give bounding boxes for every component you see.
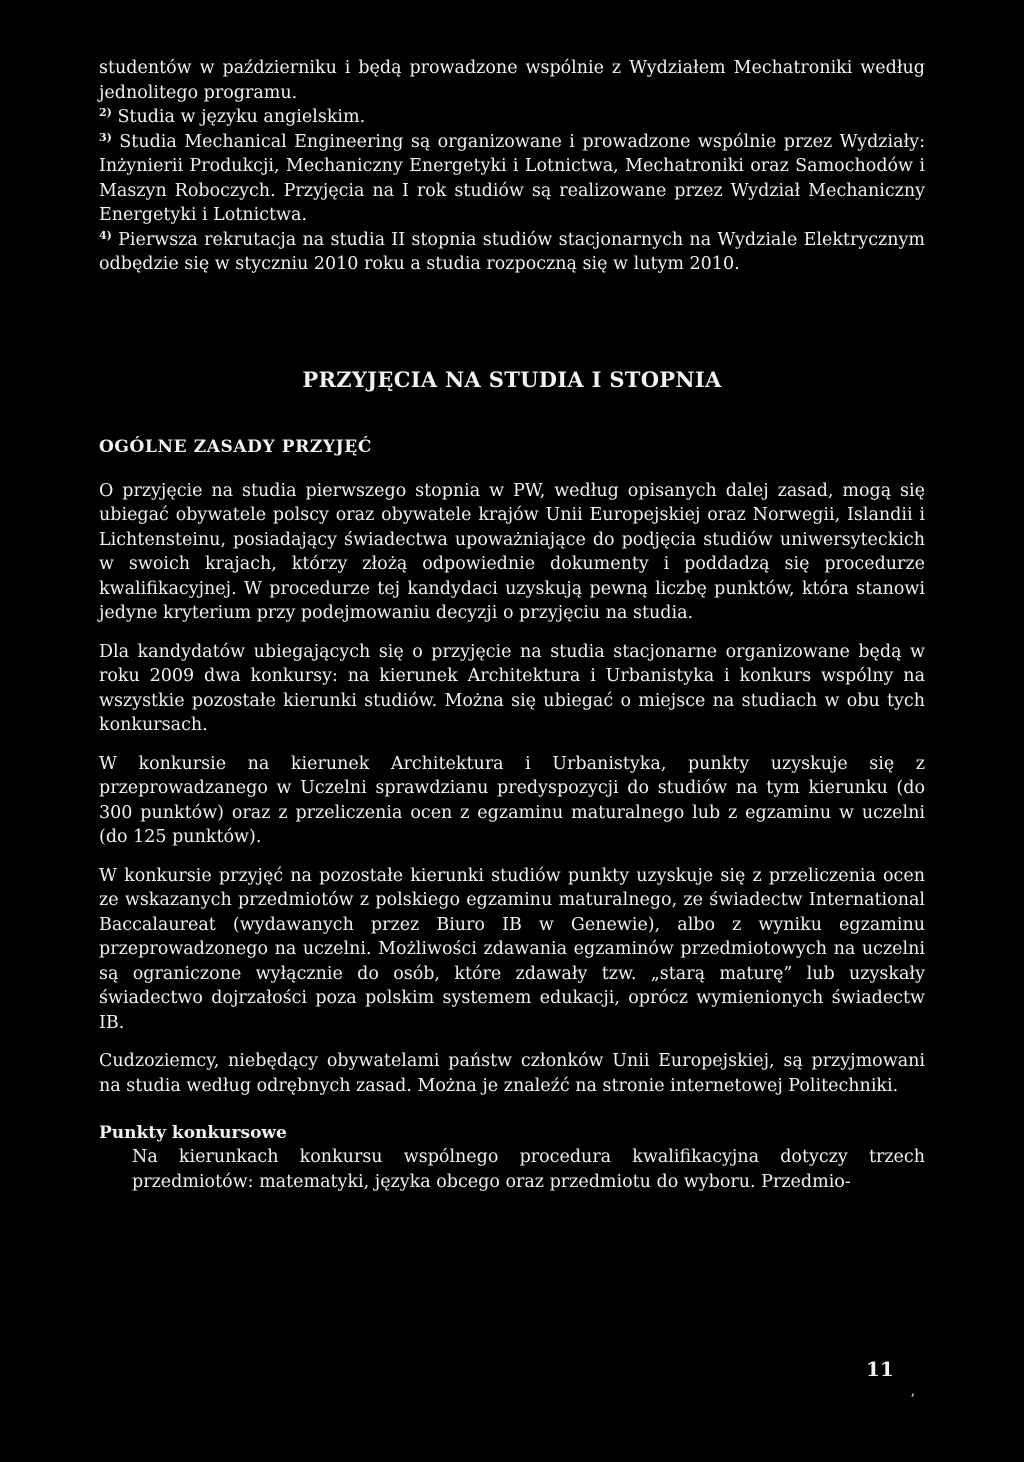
stray-mark: ʼ [910,1392,915,1408]
page-content [99,56,925,1194]
footnote-continuation: studentów w październiku i będą prowadzone wspólnie z Wydziałem Mechatroniki według jednolitego programu. [99,58,925,103]
paragraph-eligibility: O przyjęcie na studia pierwszego stopnia w PW, według opisanych dalej zasad, mogą się ubiegać obywatele polscy oraz obywatele krajów Unii Europejskiej oraz Norwegii, Islandii i Lichtensteinu, posiadający świadectwa upoważniające do podjęcia studiów uniwersyteckich w swoich krajach, którzy złożą odpowiednie dokumenty i poddadzą się procedurze kwalifikacyjnej. W procedurze tej kandydaci uzyskują pewną liczbę punktów, która stanowi jedyne kryterium przy podejmowaniu decyzji o przyjęciu na studia. [99,480,925,623]
footnote-3 [99,130,925,228]
paragraph-other-fields: W konkursie przyjęć na pozostałe kierunki studiów punkty uzyskuje się z przeliczenia ocen ze wskazanych przedmiotów z polskiego egzaminu maturalnego, ze świadectw International Baccalaureat (wydawanych przez Biuro IB w Genewie), albo z wyniku egzaminu przeprowadzonego na uczelni. Możliwości zdawania egzaminów przedmiotowych na uczelni są ograniczone wyłącznie do osób, które zdawały tzw. „starą maturę” lub uzyskały świadectwo dojrzałości poza polskim systemem edukacji, oprócz wymienionych świadectw IB. [99,865,925,1033]
footnote-4-mark: 4) [99,228,112,242]
footnote-2-text: Studia w języku angielskim. [117,107,366,127]
section-heading: OGÓLNE ZASADY PRZYJĘĆ [99,436,372,457]
footnote-2 [99,105,925,130]
page-number: 11 [866,1357,894,1381]
main-heading: PRZYJĘCIA NA STUDIA I STOPNIA [302,366,722,392]
subsection-heading: Punkty konkursowe [99,1123,287,1143]
footnote-3-text: Studia Mechanical Engineering są organizowane i prowadzone wspólnie przez Wydziały: Inżynierii Produkcji, Mechaniczny Energetyki i Lotnictwa, Mechatroniki oraz Samochodów i Maszyn Roboczych. Przyjęcia na I rok studiów są realizowane przez Wydział Mechaniczny Energetyki i Lotnictwa. [99,131,925,225]
paragraph-competitions: Dla kandydatów ubiegających się o przyjęcie na studia stacjonarne organizowane będą w roku 2009 dwa konkursy: na kierunek Architektura i Urbanistyka i konkurs wspólny na wszystkie pozostałe kierunki studiów. Można się ubiegać o miejsce na studiach w obu tych konkursach. [99,641,925,735]
paragraph-foreigners: Cudzoziemcy, niebędący obywatelami państw członków Unii Europejskiej, są przyjmowani na studia według odrębnych zasad. Można je znaleźć na stronie internetowej Politechniki. [99,1051,925,1096]
footnote-3-mark: 3) [99,130,112,144]
footnote-4-text: Pierwsza rekrutacja na studia II stopnia studiów stacjonarnych na Wydziale Elektrycznym odbędzie się w styczniu 2010 roku a studia rozpoczną się w lutym 2010. [99,229,925,274]
subsection-paragraph: Na kierunkach konkursu wspólnego procedura kwalifikacyjna dotyczy trzech przedmiotów: matematyki, języka obcego oraz przedmiotu do wyboru. Przedmio- [132,1147,925,1192]
paragraph-architecture: W konkursie na kierunek Architektura i Urbanistyka, punkty uzyskuje się z przeprowadzanego w Uczelni sprawdzianu predyspozycji do studiów na tym kierunku (do 300 punktów) oraz z przeliczenia ocen z egzaminu maturalnego lub z egzaminu w uczelni (do 125 punktów). [99,753,925,847]
footnote-4 [99,228,925,277]
footnote-2-mark: 2) [99,106,112,119]
